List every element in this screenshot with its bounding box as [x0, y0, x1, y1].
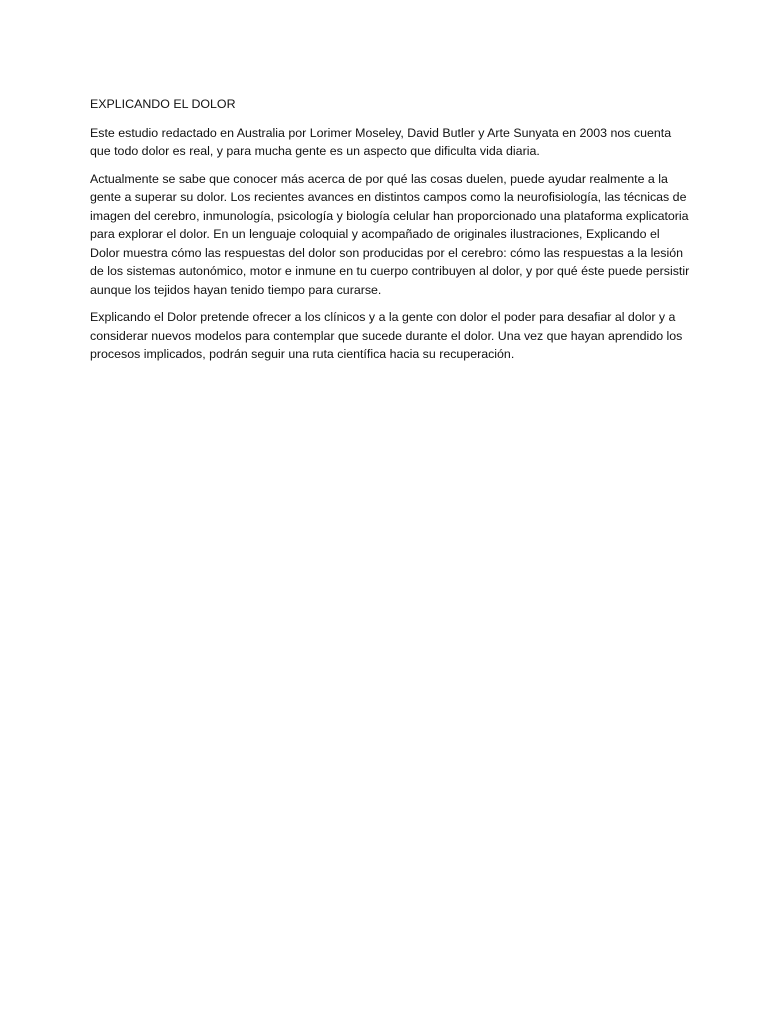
- document-page: [90, 95, 690, 373]
- paragraph-conclusion: Explicando el Dolor pretende ofrecer a los clínicos y a la gente con dolor el poder para desafiar al dolor y a considerar nuevos modelos para contemplar que sucede durante el dolor. Una vez que hayan aprendido los procesos implicados, podrán seguir una ruta científica hacia su recuperación.: [90, 310, 683, 361]
- document-title: EXPLICANDO EL DOLOR: [90, 97, 236, 111]
- paragraph-body: Actualmente se sabe que conocer más acerca de por qué las cosas duelen, puede ayudar realmente a la gente a superar su dolor. Los recientes avances en distintos campos como la neurofisiología, las técnicas de imagen del cerebro, inmunología, psicología y biología celular han proporcionado una plataforma explicatoria para explorar el dolor. En un lenguaje coloquial y acompañado de originales ilustraciones, Explicando el Dolor muestra cómo las respuestas del dolor son producidas por el cerebro: cómo las respuestas a la lesión de los sistemas autonómico, motor e inmune en tu cuerpo contribuyen al dolor, y por qué éste puede persistir aunque los tejidos hayan tenido tiempo para curarse.: [90, 171, 690, 297]
- paragraph-intro: Este estudio redactado en Australia por Lorimer Moseley, David Butler y Arte Sunyata en 2003 nos cuenta que todo dolor es real, y para mucha gente es un aspecto que dificulta vida diaria.: [90, 125, 672, 158]
